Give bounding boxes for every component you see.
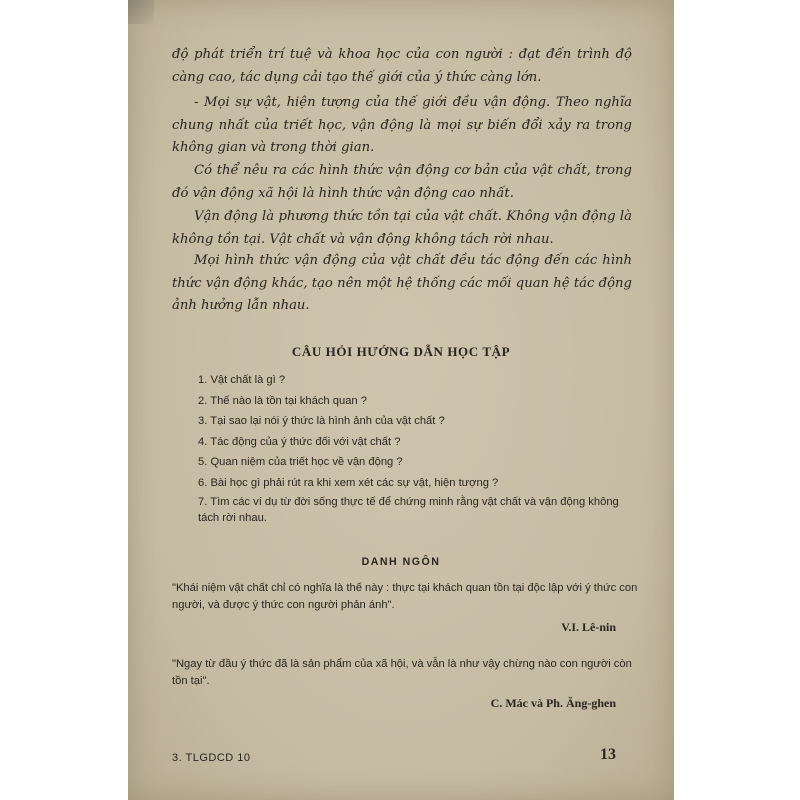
- question-item: 4. Tác động của ý thức đối với vật chất ?: [198, 435, 401, 448]
- question-item: 7. Tìm các ví dụ từ đời sống thực tế để chứng minh rằng vật chất và vận động không tách rời nhau.: [198, 496, 619, 524]
- body-paragraph-4: Vận động là phương thức tồn tại của vật chất. Không vận động là không tồn tại. Vật chất và vận động không tách rời nhau.: [172, 209, 632, 247]
- footer-code: 3. TLGDCD 10: [172, 752, 251, 764]
- question-item: 5. Quan niệm của triết học về vận động ?: [198, 456, 403, 468]
- question-item: 3. Tại sao lại nói ý thức là hình ảnh của vật chất ?: [198, 415, 445, 427]
- quote-text-lenin: "Khái niệm vật chất chỉ có nghĩa là thế này : thực tại khách quan tồn tại độc lập với ý thức con người, và được ý thức con người phản ánh".: [172, 582, 638, 611]
- study-guide-heading: CÂU HỎI HƯỚNG DẪN HỌC TẬP: [291, 344, 511, 359]
- book-page: [128, 0, 674, 800]
- page-number: 13: [600, 746, 616, 763]
- question-item: 1. Vật chất là gì ?: [198, 374, 286, 386]
- quotes-heading: DANH NGÔN: [361, 556, 441, 568]
- question-item: 2. Thế nào là tồn tại khách quan ?: [198, 394, 367, 407]
- quote-text-marx-engels: "Ngay từ đầu ý thức đã là sản phẩm của xã hội, và vẫn là như vậy chừng nào con người còn tồn tại".: [172, 658, 632, 687]
- question-list: [198, 370, 638, 529]
- quote-author-lenin: V.I. Lê-nin: [561, 620, 616, 634]
- body-paragraph-1: độ phát triển trí tuệ và khoa học của con người : đạt đến trình độ càng cao, tác dụng cải tạo thế giới của ý thức càng lớn.: [172, 47, 632, 85]
- body-paragraph-2: - Mọi sự vật, hiện tượng của thế giới đều vận động. Theo nghĩa chung nhất của triết học, vận động là mọi sự biến đổi xảy ra trong không gian và trong thời gian.: [172, 95, 632, 155]
- question-item: 6. Bài học gì phải rút ra khi xem xét các sự vật, hiện tượng ?: [198, 476, 499, 489]
- quote-author-marx-engels: C. Mác và Ph. Ăng-ghen: [490, 696, 616, 710]
- page-corner-shadow: [128, 0, 154, 24]
- body-paragraph-5: Mọi hình thức vận động của vật chất đều tác động đến các hình thức vận động khác, tạo nên một hệ thống các mối quan hệ tác động ảnh hưởng lẫn nhau.: [172, 253, 632, 313]
- body-paragraph-3: Có thể nêu ra các hình thức vận động cơ bản của vật chất, trong đó vận động xã hội là hình thức vận động cao nhất.: [172, 163, 632, 201]
